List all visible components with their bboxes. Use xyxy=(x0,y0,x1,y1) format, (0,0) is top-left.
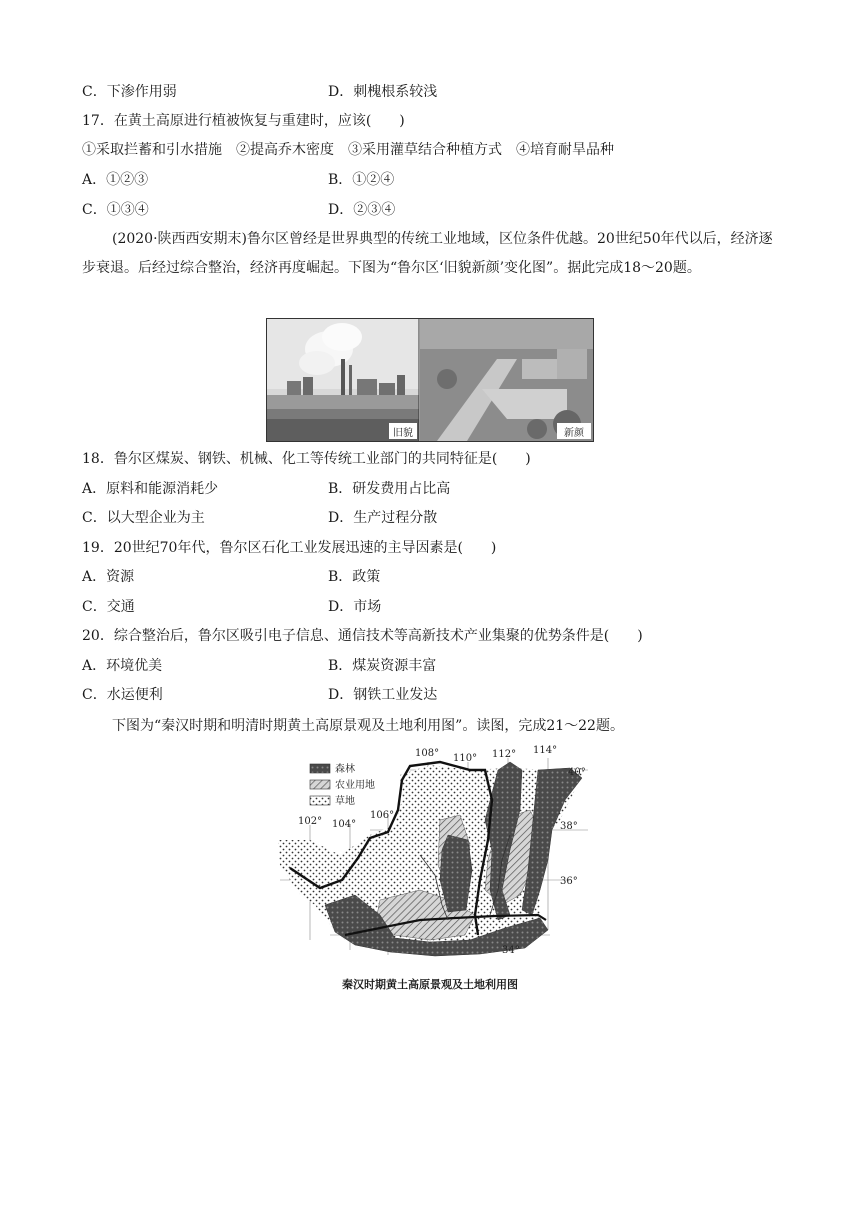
lat-label: 34° xyxy=(502,945,520,956)
intro-21-22: 下图为“秦汉时期和明清时期黄土高原景观及土地利用图”。读图，完成21～22题。 xyxy=(112,718,624,734)
q17-option-b: B．①②④ xyxy=(328,172,395,188)
old-look-photo xyxy=(267,319,419,441)
q19-option-d: D．市场 xyxy=(328,599,382,615)
new-look-label: 新颜 xyxy=(564,428,584,439)
old-look-label: 旧貌 xyxy=(393,428,413,439)
lon-label: 104° xyxy=(332,819,357,830)
legend-grassland: 草地 xyxy=(335,796,355,807)
q18-option-b: B．研发费用占比高 xyxy=(328,481,451,497)
lat-label: 40° xyxy=(568,767,586,778)
lon-label: 114° xyxy=(533,745,558,756)
legend-forest: 森林 xyxy=(335,764,355,775)
lon-label: 110° xyxy=(453,753,478,764)
q20-option-c: C．水运便利 xyxy=(82,687,163,703)
ruhr-photo-pair xyxy=(266,318,594,442)
q20-option-a: A．环境优美 xyxy=(82,658,163,674)
lat-label: 38° xyxy=(560,821,578,832)
q19-option-a: A．资源 xyxy=(82,569,135,585)
q18-option-c: C．以大型企业为主 xyxy=(82,510,205,526)
q19-option-b: B．政策 xyxy=(328,569,381,585)
loess-plateau-map xyxy=(270,740,590,970)
q20-option-d: D．钢铁工业发达 xyxy=(328,687,438,703)
q20-stem: 20．综合整治后，鲁尔区吸引电子信息、通信技术等高新技术产业集聚的优势条件是( ) xyxy=(82,628,643,644)
lon-label: 112° xyxy=(492,749,517,760)
lon-label: 102° xyxy=(298,816,323,827)
q19-option-c: C．交通 xyxy=(82,599,135,615)
q18-stem: 18．鲁尔区煤炭、钢铁、机械、化工等传统工业部门的共同特征是( ) xyxy=(82,451,531,467)
legend-farmland: 农业用地 xyxy=(335,780,375,791)
lon-label: 108° xyxy=(415,748,440,759)
q19-stem: 19．20世纪70年代，鲁尔区石化工业发展迅速的主导因素是( ) xyxy=(82,540,497,556)
q18-option-d: D．生产过程分散 xyxy=(328,510,438,526)
lon-label: 106° xyxy=(370,810,395,821)
new-look-photo xyxy=(420,319,593,441)
q17-option-d: D．②③④ xyxy=(328,202,396,218)
q17-stem: 17．在黄土高原进行植被恢复与重建时，应该( ) xyxy=(82,113,405,129)
q18-option-a: A．原料和能源消耗少 xyxy=(82,481,219,497)
q16-option-c: C．下渗作用弱 xyxy=(82,84,177,100)
lat-label: 36° xyxy=(560,876,578,887)
q17-items: ①采取拦蓄和引水措施 ②提高乔木密度 ③采用灌草结合种植方式 ④培育耐旱品种 xyxy=(82,142,614,158)
intro-18-20: (2020·陕西西安期末)鲁尔区曾经是世界典型的传统工业地域，区位条件优越。20世纪50年代以后，经济逐步衰退。后经过综合整治，经济再度崛起。下图为“鲁尔区‘旧貌新颜’变化图”。据此完成18～20题。 xyxy=(82,231,773,276)
q17-option-c: C．①③④ xyxy=(82,202,149,218)
q20-option-b: B．煤炭资源丰富 xyxy=(328,658,437,674)
map-caption: 秦汉时期黄土高原景观及土地利用图 xyxy=(342,978,518,991)
q16-option-d: D．刺槐根系较浅 xyxy=(328,84,438,100)
q17-option-a: A．①②③ xyxy=(82,172,149,188)
